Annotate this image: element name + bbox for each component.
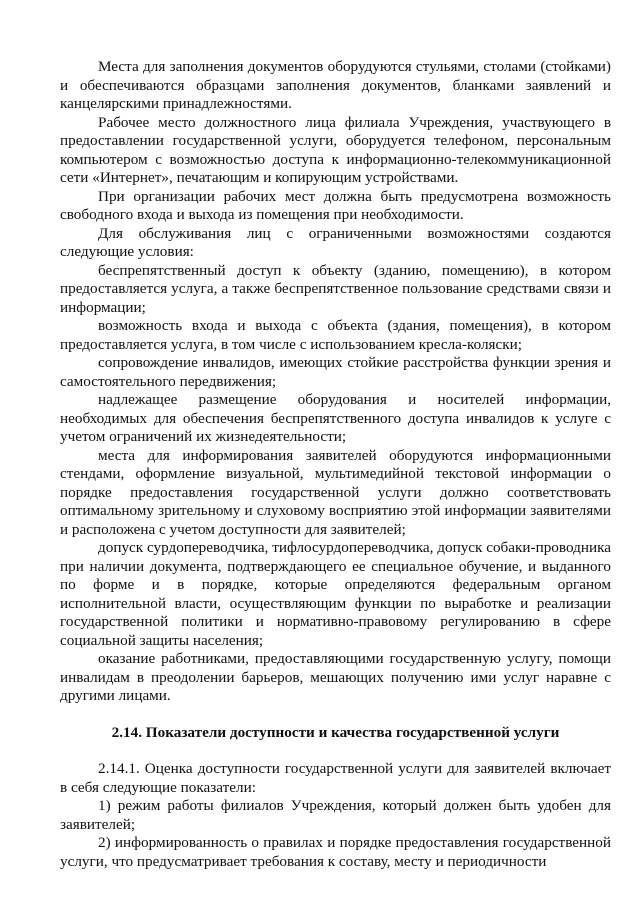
paragraph-accessibility-assessment: 2.14.1. Оценка доступности государственной услуги для заявителей включает в себя следующие показатели: — [60, 760, 611, 796]
paragraph-document-fill-places: Места для заполнения документов оборудуются стульями, столами (стойками) и обеспечиваются образцами заполнения документов, бланками заявлений и канцелярскими принадлежностями. — [60, 58, 611, 112]
paragraph-equipment-placement: надлежащее размещение оборудования и носителей информации, необходимых для обеспечения беспрепятственного доступа инвалидов к услуге с учетом ограничений их жизнедеятельности; — [60, 391, 611, 445]
paragraph-interpreter-admission: допуск сурдопереводчика, тифлосурдопереводчика, допуск собаки-проводника при наличии документа, подтверждающего ее специальное обучение, и выданного по форме и в порядке, которые определяются федеральным органом исполнительной власти, осуществляющим функции по выработке и реализации государственной политики и нормативно-правовому регулированию в сфере социальной защиты населения; — [60, 539, 611, 649]
paragraph-unobstructed-access: беспрепятственный доступ к объекту (зданию, помещению), в котором предоставляется услуга, а также беспрепятственное пользование средствами связи и информации; — [60, 261, 611, 316]
paragraph-informedness: 2) информированность о правилах и порядке предоставления государственной услуги, что предусматривает требования к составу, месту и периодичности — [60, 834, 611, 870]
paragraph-staff-assistance: оказание работниками, предоставляющими государственную услугу, помощи инвалидам в преодолении барьеров, мешающих получению ими услуг наравне с другими лицами. — [60, 650, 611, 704]
section-heading: 2.14. Показатели доступности и качества государственной услуги — [111, 723, 560, 741]
paragraph-info-stands: места для информирования заявителей оборудуются информационными стендами, оформление визуальной, мультимедийной текстовой информации о порядке предоставления государственной услуги должно соответствовать оптимальному зрительному и слуховому восприятию этой информации заявителями и расположена с учетом доступности для заявителей; — [60, 446, 611, 538]
paragraph-free-access: При организации рабочих мест должна быть предусмотрена возможность свободного входа и выхода из помещения при необходимости. — [60, 187, 611, 223]
paragraph-working-hours: 1) режим работы филиалов Учреждения, который должен быть удобен для заявителей; — [60, 797, 611, 833]
paragraph-escort: сопровождение инвалидов, имеющих стойкие расстройства функции зрения и самостоятельного передвижения; — [60, 354, 611, 390]
paragraph-entry-exit: возможность входа и выхода с объекта (здания, помещения), в котором предоставляется услуга, в том числе с использованием кресла-коляски; — [60, 317, 611, 353]
paragraph-disability-conditions-intro: Для обслуживания лиц с ограниченными возможностями создаются следующие условия: — [60, 224, 611, 260]
paragraph-workplace-equipment: Рабочее место должностного лица филиала Учреждения, участвующего в предоставлении государственной услуги, оборудуется телефоном, персональным компьютером с возможностью доступа к информационно-телекоммуникационной сети «Интернет», печатающим и копирующим устройствами. — [60, 113, 611, 186]
